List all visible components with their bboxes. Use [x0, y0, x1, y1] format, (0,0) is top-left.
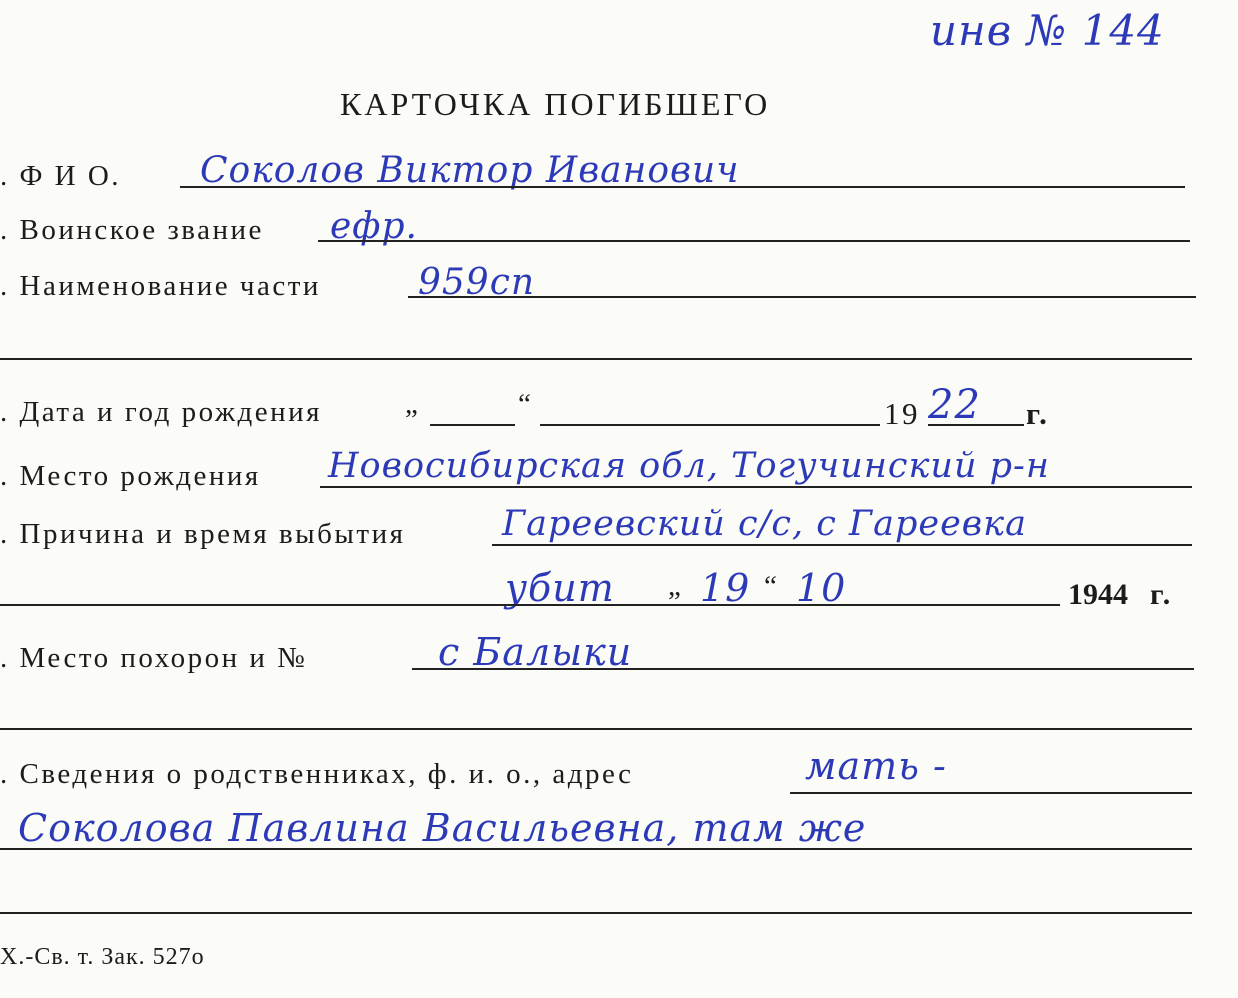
rule-unit	[408, 296, 1196, 298]
value-fio: Соколов Виктор Иванович	[200, 150, 740, 191]
value-unit: 959сп	[418, 262, 536, 303]
rule-birthplace	[320, 486, 1192, 488]
value-cause: Гареевский с/с, с Гареевка	[502, 504, 1027, 544]
rule-birth-year	[928, 424, 1024, 426]
death-status: убит	[505, 566, 615, 610]
rule-bottom	[0, 912, 1192, 914]
label-unit: . Наименование части	[0, 270, 321, 302]
inventory-note: инв № 144	[930, 6, 1165, 55]
value-burial: с Балыки	[438, 630, 633, 674]
death-year: 1944	[1068, 578, 1128, 611]
death-quote-close: “	[764, 570, 780, 602]
rule-burial-extra	[0, 728, 1192, 730]
rule-cause	[492, 544, 1192, 546]
value-relatives: мать -	[805, 744, 947, 788]
birth-year-value: 22	[928, 382, 981, 428]
birth-quote-close: “	[518, 388, 534, 420]
label-burial: . Место похорон и №	[0, 642, 308, 674]
death-month: 10	[796, 566, 847, 610]
birth-quote-open: „	[405, 388, 421, 420]
birth-year-suffix: г.	[1026, 396, 1050, 431]
label-relatives: . Сведения о родственниках, ф. и. о., адрес	[0, 758, 634, 790]
rule-relatives-line2	[0, 848, 1192, 850]
card-title: КАРТОЧКА ПОГИБШЕГО	[340, 86, 771, 122]
death-quote-open: „	[668, 570, 684, 602]
rule-fio	[180, 186, 1185, 188]
value-rank: ефр.	[330, 206, 418, 247]
rule-birth-day	[430, 424, 515, 426]
rule-relatives	[790, 792, 1192, 794]
label-cause: . Причина и время выбытия	[0, 518, 406, 550]
label-fio: . Ф И О.	[0, 160, 122, 192]
death-year-suffix: г.	[1150, 578, 1173, 611]
rule-death	[0, 604, 1060, 606]
label-birthplace: . Место рождения	[0, 460, 261, 492]
birth-year-prefix: 19	[884, 396, 920, 431]
value-birthplace: Новосибирская обл, Тогучинский р-н	[328, 446, 1050, 486]
print-footer: Х.-Св. т. Зак. 527о	[0, 944, 205, 970]
rule-unit-extra	[0, 358, 1192, 360]
death-day: 19	[700, 566, 751, 610]
value-relatives-line2: Соколова Павлина Васильевна, там же	[18, 806, 867, 850]
label-birth-date: . Дата и год рождения	[0, 396, 322, 428]
label-rank: . Воинское звание	[0, 214, 264, 246]
rule-burial	[412, 668, 1194, 670]
rule-rank	[318, 240, 1190, 242]
rule-birth-month	[540, 424, 880, 426]
